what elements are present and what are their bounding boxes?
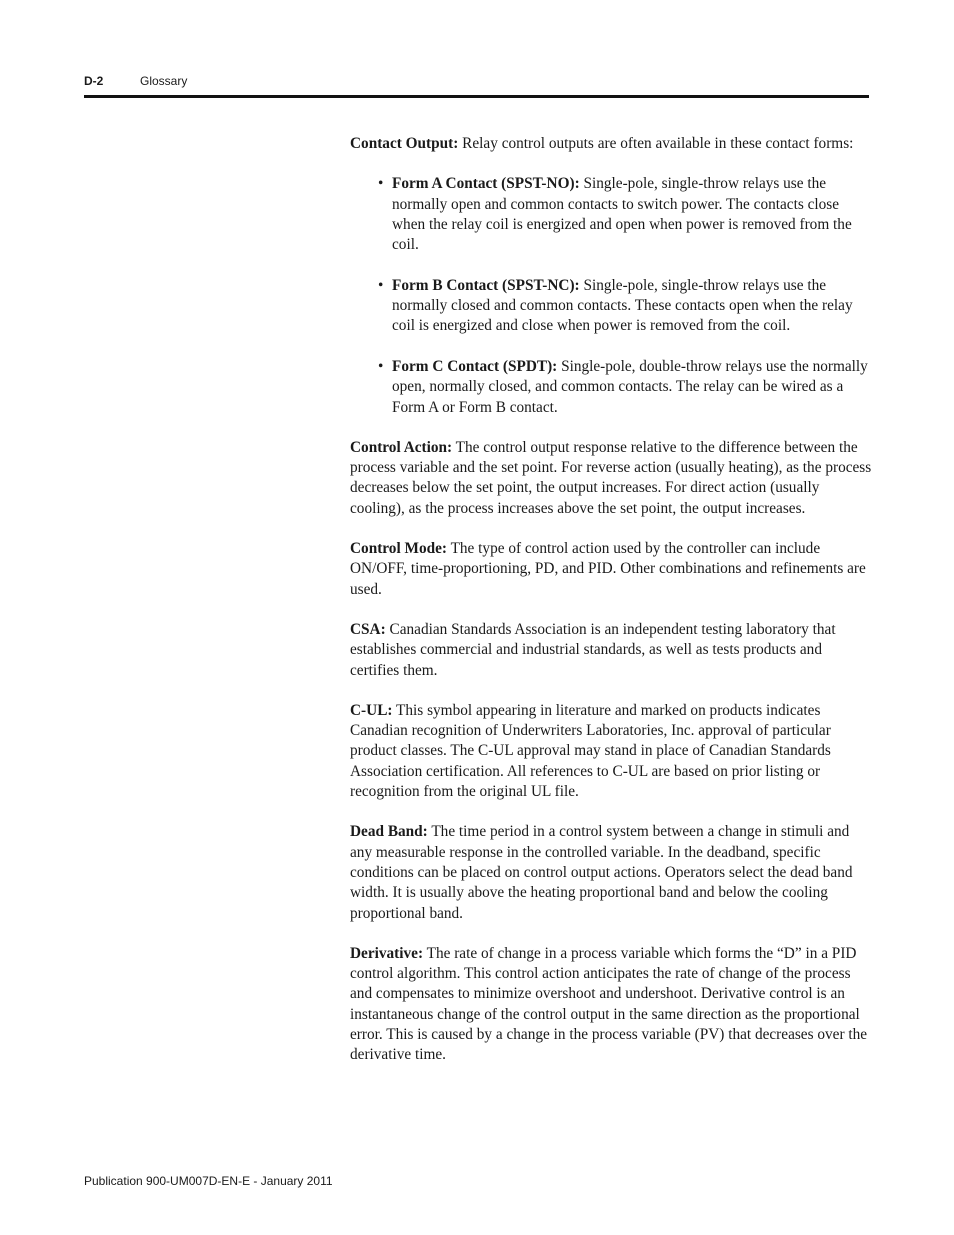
term: C-UL:	[350, 701, 393, 719]
term: Form C Contact (SPDT):	[392, 357, 558, 375]
glossary-entry-control-action	[350, 438, 872, 519]
definition: Relay control outputs are often available in these contact forms:	[458, 135, 854, 152]
section-title: Glossary	[140, 74, 188, 88]
bullet-icon: •	[378, 276, 384, 294]
definition: The control output response relative to the difference between the process variable and the set point. For reverse action (usually heating), as the process decreases below the set point, the output increases. For direct action (usually cooling), as the process increases above the set point, the output increases.	[350, 438, 872, 517]
definition: This symbol appearing in literature and marked on products indicates Canadian recognition of Underwriters Laboratories, Inc. approval of particular product classes. The C-UL approval may stand in place of Canadian Standards Association certification. All references to C-UL are based on prior listing or recognition from the original UL file.	[350, 701, 831, 801]
definition: Single-pole, single-throw relays use the normally closed and common contacts. These contacts open when the relay coil is energized and close when power is removed from the coil.	[392, 276, 853, 335]
term: CSA:	[350, 620, 386, 638]
glossary-entry-derivative	[350, 944, 872, 1066]
glossary-entry-c-ul	[350, 701, 872, 802]
list-item-form-a	[378, 174, 872, 255]
definition: The type of control action used by the controller can include ON/OFF, time-proportioning, PD, and PID. Other combinations and refinements are used.	[350, 540, 866, 598]
page-header	[84, 72, 869, 92]
term: Dead Band:	[350, 823, 428, 841]
glossary-entry-contact-output	[350, 134, 872, 154]
definition: The rate of change in a process variable which forms the “D” in a PID control algorithm. This control action anticipates the rate of change of the process and compensates to minimize overshoot and undershoot. Derivative control is an instantaneous change of the control output in the same direction as the proportional error. This is caused by a change in the process variable (PV) that decreases over the derivative time.	[350, 944, 868, 1064]
term: Control Action:	[350, 438, 453, 456]
glossary-entry-control-mode	[350, 539, 872, 600]
term: Contact Output:	[350, 135, 459, 152]
header-rule	[84, 95, 869, 98]
definition: Single-pole, double-throw relays use the normally open, normally closed, and common contacts. The relay can be wired as a Form A or Form B contact.	[392, 357, 868, 416]
page-number: D-2	[84, 74, 104, 88]
term: Derivative:	[350, 944, 424, 962]
contact-forms-list	[350, 174, 872, 418]
term: Form B Contact (SPST-NC):	[392, 276, 580, 294]
list-item-form-c	[378, 357, 872, 418]
glossary-entry-dead-band	[350, 822, 872, 923]
publication-footer: Publication 900-UM007D-EN-E - January 2011	[84, 1174, 333, 1188]
list-item-form-b	[378, 276, 872, 337]
bullet-icon: •	[378, 175, 384, 193]
bullet-icon: •	[378, 357, 384, 375]
definition: Canadian Standards Association is an independent testing laboratory that establishes commercial and industrial standards, as well as tests products and certifies them.	[350, 620, 836, 679]
definition: The time period in a control system between a change in stimuli and any measurable response in the controlled variable. In the deadband, specific conditions can be placed on control output actions. Operators select the dead band width. It is usually above the heating proportional band and below the cooling proportional band.	[350, 823, 853, 922]
term: Control Mode:	[350, 540, 448, 558]
term: Form A Contact (SPST-NO):	[392, 175, 580, 193]
glossary-entry-csa	[350, 620, 872, 681]
definition: Single-pole, single-throw relays use the normally open and common contacts to switch power. The contacts close when the relay coil is energized and open when power is removed from the coil.	[392, 175, 852, 254]
glossary-content	[350, 134, 872, 1086]
